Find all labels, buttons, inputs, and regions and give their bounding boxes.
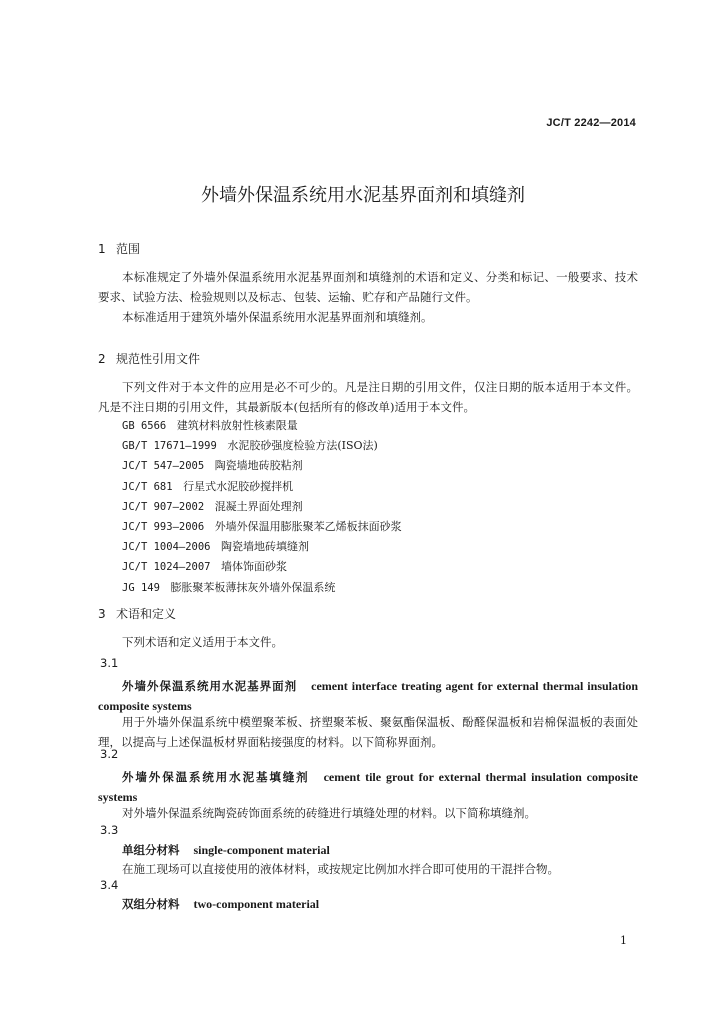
term-definition: 对外墙外保温系统陶瓷砖饰面系统的砖缝进行填缝处理的材料。以下简称填缝剂。	[122, 806, 536, 820]
reference-title: 水泥胶砂强度检验方法(ISO法)	[227, 439, 378, 453]
section-heading-normative-references	[98, 350, 200, 367]
scope-paragraph-1: 本标准规定了外墙外保温系统用水泥基界面剂和填缝剂的术语和定义、分类和标记、一般要求、技术要求、试验方法、检验规则以及标志、包装、运输、贮存和产品随行文件。	[98, 270, 638, 304]
reference-code: JC/T 1004—2006	[122, 541, 211, 554]
list-item	[122, 537, 402, 557]
section-number: 1	[98, 242, 106, 256]
reference-code: JC/T 547—2005	[122, 460, 205, 473]
term-english: cement interface treating agent for external thermal insulation composite systems	[98, 679, 638, 713]
section-title: 规范性引用文件	[116, 352, 201, 366]
reference-code: GB/T 17671—1999	[122, 440, 217, 453]
term-chinese: 双组分材料	[122, 897, 180, 911]
term-number: 3.4	[100, 878, 119, 892]
reference-code: GB 6566	[122, 420, 167, 432]
term-chinese: 外墙外保温系统用水泥基填缝剂	[122, 770, 310, 784]
term-number: 3.2	[100, 747, 119, 761]
reference-title: 陶瓷墙地砖填缝剂	[221, 540, 310, 554]
terms-intro: 下列术语和定义适用于本文件。	[122, 635, 283, 649]
list-item	[122, 497, 402, 517]
reference-code: JC/T 1024—2007	[122, 561, 211, 574]
reference-title: 墙体饰面砂浆	[221, 560, 288, 574]
normative-intro: 下列文件对于本文件的应用是必不可少的。凡是注日期的引用文件，仅注日期的版本适用于本文件。凡是不注日期的引用文件，其最新版本(包括所有的修改单)适用于本文件。	[98, 380, 638, 414]
term-definition: 在施工现场可以直接使用的液体材料，或按规定比例加水拌合即可使用的干混拌合物。	[122, 862, 559, 876]
reference-title: 陶瓷墙地砖胶粘剂	[214, 459, 303, 473]
list-item	[122, 436, 402, 456]
section-heading-terms	[98, 605, 176, 622]
term-chinese: 单组分材料	[122, 843, 180, 857]
reference-code: JC/T 993—2006	[122, 521, 205, 534]
term-definition: 用于外墙外保温系统中模塑聚苯板、挤塑聚苯板、聚氨酯保温板、酚醛保温板和岩棉保温板的表面处理，以提高与上述保温板材界面粘接强度的材料。以下简称界面剂。	[98, 715, 638, 749]
list-item	[122, 416, 402, 436]
list-item	[122, 517, 402, 537]
section-number: 2	[98, 352, 106, 366]
reference-title: 行星式水泥胶砂搅拌机	[183, 479, 294, 493]
section-title: 范围	[116, 242, 141, 256]
reference-code: JC/T 681	[122, 480, 173, 493]
reference-code: JG 149	[122, 581, 160, 594]
reference-title: 混凝土界面处理剂	[214, 499, 303, 513]
term-number: 3.1	[100, 656, 119, 670]
term-english: single-component material	[193, 843, 330, 857]
term-entry	[98, 894, 638, 914]
term-chinese: 外墙外保温系统用水泥基界面剂	[122, 679, 298, 693]
section-title: 术语和定义	[116, 607, 177, 621]
term-english: two-component material	[193, 897, 320, 911]
list-item	[122, 477, 402, 497]
list-item	[122, 557, 402, 577]
section-heading-scope	[98, 240, 140, 257]
list-item	[122, 578, 402, 598]
reference-code: JC/T 907—2002	[122, 500, 205, 513]
section-number: 3	[98, 607, 106, 621]
standard-code: JC/T 2242—2014	[546, 117, 636, 129]
list-item	[122, 456, 402, 476]
reference-title: 膨胀聚苯板薄抹灰外墙外保温系统	[170, 580, 336, 594]
scope-paragraph-2: 本标准适用于建筑外墙外保温系统用水泥基界面剂和填缝剂。	[122, 310, 433, 324]
term-english: cement tile grout for external thermal insulation composite systems	[98, 770, 639, 804]
document-title: 外墙外保温系统用水泥基界面剂和填缝剂	[201, 185, 525, 206]
term-number: 3.3	[100, 823, 119, 837]
reference-list	[122, 416, 402, 598]
reference-title: 建筑材料放射性核素限量	[176, 419, 298, 432]
term-entry	[98, 840, 638, 860]
term-entry	[98, 676, 638, 716]
term-entry	[98, 767, 638, 807]
page-number: 1	[620, 934, 627, 947]
reference-title: 外墙外保温用膨胀聚苯乙烯板抹面砂浆	[214, 520, 402, 534]
